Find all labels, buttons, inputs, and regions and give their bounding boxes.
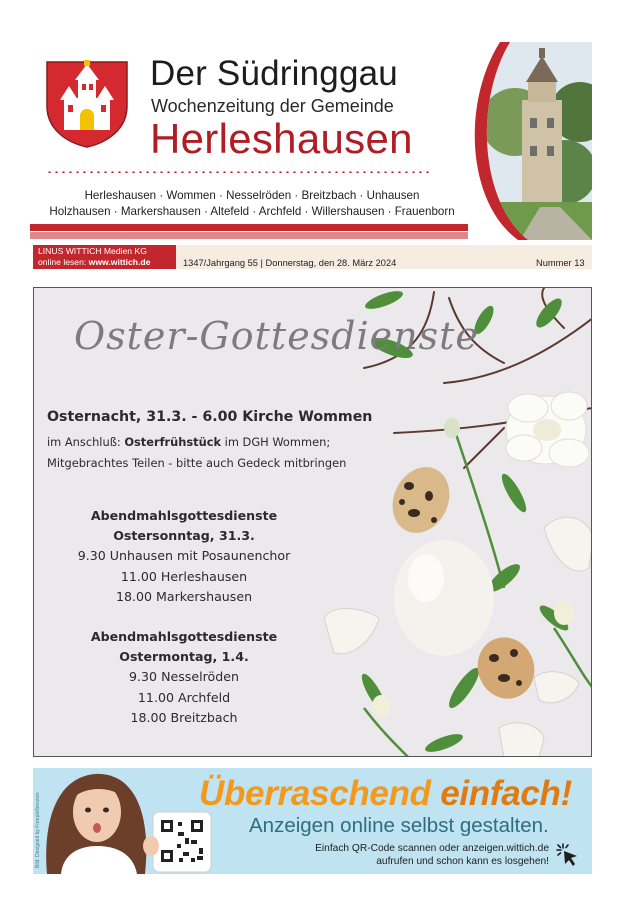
villages-list	[30, 188, 474, 220]
villages-line-2: Holzhausen · Markershausen · Altefeld · Archfeld · Willershausen · Frauenborn	[49, 205, 455, 218]
easter-services-poster	[33, 287, 592, 757]
service-entry: 9.30 Nesselröden	[129, 669, 239, 684]
castle-photo	[470, 42, 592, 240]
villages-line-1: Herleshausen · Wommen · Nesselröden · Breitzbach · Unhausen	[84, 189, 420, 202]
block-heading: Abendmahlsgottesdienste	[90, 629, 278, 644]
ostersonntag-block	[54, 506, 314, 608]
block-day: Ostersonntag, 31.3.	[113, 528, 255, 543]
service-entry: 18.00 Breitzbach	[130, 710, 238, 725]
osternacht-heading: Osternacht, 31.3. - 6.00 Kirche Wommen	[47, 409, 373, 425]
newspaper-title: Der Südringgau	[150, 54, 398, 93]
service-entry: 18.00 Markershausen	[115, 589, 253, 604]
publisher-name: LINUS WITTICH Medien KG	[38, 246, 147, 256]
mitbringen-line: Mitgebrachtes Teilen - bitte auch Gedeck mitbringen	[47, 456, 347, 470]
block-heading: Abendmahlsgottesdienste	[90, 508, 278, 523]
publisher-box	[33, 245, 176, 269]
image-credit: Bild: Designed by Freepik/benzoix	[35, 792, 41, 868]
ostermontag-block	[54, 627, 314, 729]
town-name: Herleshausen	[150, 115, 413, 162]
publisher-online: online lesen: www.wittich.de	[38, 257, 151, 267]
publisher-url[interactable]: www.wittich.de	[88, 257, 151, 267]
service-entry: 9.30 Unhausen mit Posaunenchor	[77, 548, 291, 563]
woman-with-tablet-illustration	[33, 768, 223, 874]
dotted-divider	[46, 171, 431, 173]
service-entry: 11.00 Archfeld	[137, 689, 231, 705]
cursor-click-icon	[555, 842, 581, 868]
ad-headline: Überraschend einfach!	[199, 774, 572, 813]
osterfruehstueck-line: im Anschluß: Osterfrühstück im DGH Wommen;	[47, 435, 331, 449]
red-band-shadow	[30, 232, 468, 239]
issue-number: Nummer 13	[536, 258, 585, 268]
ad-instructions: Einfach QR-Code scannen oder anzeigen.wittich.de aufrufen und schon kann es losgehen!	[315, 843, 549, 867]
ad-subheadline: Anzeigen online selbst gestalten.	[249, 814, 549, 837]
anzeigen-ad[interactable]	[33, 768, 592, 874]
block-day: Ostermontag, 1.4.	[119, 649, 249, 664]
coat-of-arms-icon	[44, 58, 130, 148]
red-band	[30, 224, 468, 231]
service-entry: 11.00 Herleshausen	[120, 568, 248, 584]
poster-title: Oster-Gottesdienste	[74, 314, 479, 358]
newspaper-subtitle: Wochenzeitung der Gemeinde	[151, 96, 394, 116]
issue-info: 1347/Jahrgang 55 | Donnerstag, den 28. März 2024	[183, 258, 397, 268]
